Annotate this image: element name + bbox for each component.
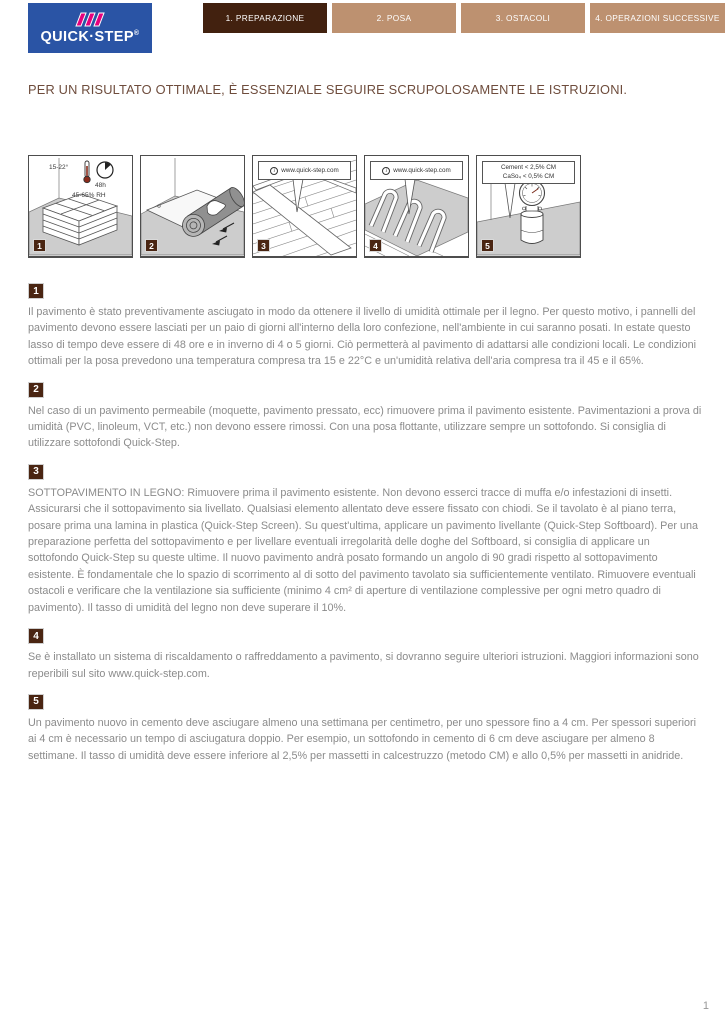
section-new-cement (28, 694, 702, 764)
section-acclimatation (28, 283, 702, 370)
section-existing-floor (28, 382, 702, 452)
caso4-limit-label: CaSo₄ < 0,5% CM (502, 173, 555, 180)
section-number-badge: 3 (28, 464, 44, 480)
tab-posa[interactable]: 2. POSA (332, 3, 456, 33)
panel-number-badge: 5 (481, 239, 494, 252)
panel-moisture-test (476, 155, 581, 258)
quickstep-logo (28, 3, 152, 53)
info-callout (258, 161, 351, 180)
panel-wooden-subfloor (252, 155, 357, 258)
tab-operazioni-successive[interactable]: 4. OPERAZIONI SUCCESSIVE (590, 3, 725, 33)
acclimatation-hours-label: 48h (95, 182, 106, 189)
section-wooden-subfloor (28, 464, 702, 616)
section-number-badge: 1 (28, 283, 44, 299)
panel-underlay-roll (140, 155, 245, 258)
section-text: Il pavimento è stato preventivamente asciugato in modo da ottenere il livello di umidità ottimale per il legno. Per questo motivo, i pannelli del pavimento devono essere lasciati per un paio di giorni all'interno della loro confezione, nell'ambiente in cui saranno posati. In estate questo lasso di tempo deve essere di 48 ore e in inverno di 4 o 5 giorni. Ciò permetterà al pavimento di adattarsi alle condizioni locali. Le condizioni ottimali per la posa prevedono una temperatura compresa tra 15 e 22°C e un'umidità relativa dell'aria compresa tra il 45 e il 65%. (28, 306, 696, 368)
panel-number-badge: 2 (145, 239, 158, 252)
section-number-badge: 4 (28, 628, 44, 644)
cement-limit-label: Cement < 2,5% CM (500, 163, 557, 171)
tab-ostacoli[interactable]: 3. OSTACOLI (461, 3, 585, 33)
thermometer-icon (84, 161, 90, 183)
tab-preparazione[interactable]: 1. PREPARAZIONE (203, 3, 327, 33)
info-url-label: www.quick-step.com (281, 167, 339, 174)
callout-pointer (505, 183, 515, 218)
section-number-badge: 2 (28, 382, 44, 398)
section-number-badge: 5 (28, 694, 44, 710)
panel-underfloor-heating (364, 155, 469, 258)
panel-number-badge: 1 (33, 239, 46, 252)
section-text: SOTTOPAVIMENTO IN LEGNO: Rimuovere prima il pavimento esistente. Non devono esserci tracce di muffa e/o infestazioni di insetti. Assicurarsi che il sottopavimento sia livellato. Qualsiasi elemento allentato deve essere fissato con chiodi. Se il tavolato è al piano terra, posare prima una lamina in plastica (Quick-Step Screen). Su quest'ultima, applicare un pavimento livellante (Quick-Step Softboard). Per una preparazione perfetta del sottopavimento e per livellare eventuali irregolarità delle doghe del Softboard, si consiglia di applicare un sottofondo Quick-Step su queste ultime. Il nuovo pavimento andrà posato formando un angolo di 90 gradi rispetto al sottopavimento esistente. È fondamentale che lo spazio di scorrimento al di sotto del pavimento tavolato sia sufficientemente ventilato. Rimuovere eventuali ostacoli e verificare che la ventilazione sia sufficiente (minimo 4 cm² di aperture di ventilazione complessive per ogni metro quadro di pavimento). Il tasso di umidità del legno non deve superare il 10%. (28, 486, 699, 614)
panel-number-badge: 4 (369, 239, 382, 252)
quickstep-logo-text: QUICK·STEP® (40, 28, 140, 45)
gauge-dial (520, 181, 545, 206)
quickstep-stripes-icon (69, 12, 111, 27)
page-number: 1 (702, 1000, 709, 1012)
info-icon: i (270, 167, 278, 175)
info-callout (370, 161, 463, 180)
instruction-panels (28, 155, 581, 258)
section-text: Nel caso di un pavimento permeabile (moquette, pavimento pressato, ecc) rimuovere prima il pavimento esistente. Pavimentazioni a prova di umidità (PVC, linoleum, VCT, etc.) non devono essere rimossi. Con una posa flottante, utilizzare sempre un sottofondo. Si consiglia di utilizzare sottofondi Quick-Step. (28, 404, 702, 450)
panel-acclimatation (28, 155, 133, 258)
instructions (28, 283, 702, 776)
humidity-range-label: 45-65% RH (72, 192, 106, 199)
info-icon: i (382, 167, 390, 175)
section-text: Un pavimento nuovo in cemento deve asciugare almeno una settimana per centimetro, per uno spessore fino a 4 cm. Per spessori superiori ai 4 cm è necessario un tempo di asciugatura doppio. Per esempio, un sottofondo in cemento di 6 cm deve asciugare per almeno 8 settimane. Il tasso di umidità deve essere inferiore al 2,5% per massetti in calcestruzzo (metodo CM) e allo 0,5% per massetti in anidride. (28, 716, 696, 762)
moisture-meter (520, 181, 545, 244)
clock-48h-icon (97, 162, 113, 178)
page-title: PER UN RISULTATO OTTIMALE, È ESSENZIALE SEGUIRE SCRUPOLOSAMENTE LE ISTRUZIONI. (28, 82, 628, 97)
section-text: Se è installato un sistema di riscaldamento o raffreddamento a pavimento, si dovranno seguire ulteriori istruzioni. Maggiori informazioni sono reperibili sul sito www.quick-step.com. (28, 651, 699, 680)
panel-number-badge: 3 (257, 239, 270, 252)
section-floor-heating (28, 628, 702, 682)
info-url-label: www.quick-step.com (393, 167, 451, 174)
temperature-range-label: 15-22° (49, 164, 69, 171)
moisture-limits-callout (482, 161, 575, 184)
